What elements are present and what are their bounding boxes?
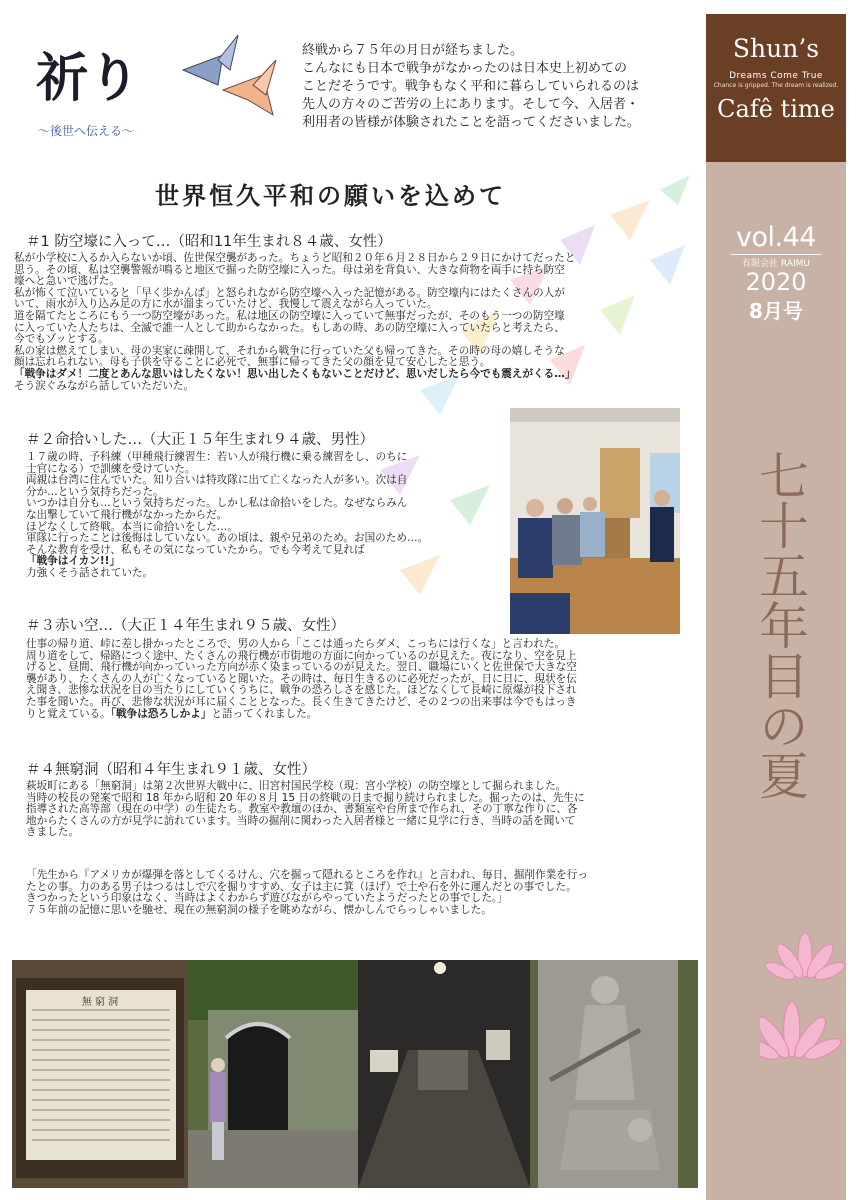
origami-crane-icon [178, 30, 283, 120]
issue-info [706, 222, 846, 324]
section-3-text-main: 仕事の帰り道、峠に差し掛かったところで、男の人から「ここは通ったらダメ、こっちには行くな」と言われた。 周り道をして、帰路につく途中、たくさんの飛行機が市街地の方面に向かっているのが見えた。夜になり、空を見上 げると、昼間、飛行機が向かっていった方向が赤く染まっているのが見えた。翌日、職場にいくと佐世保で大きな空 襲があり、たくさんの人が亡くなっていると聞いた。その時は、毎日生きるのに必死だったが、日に日に、現状を伝 え聞き、悲惨な状況を目の当たりにしていくうちに、戦争の恐ろしさを感じた。ほどなくして長崎に原爆が投下され た事を聞いた。再び、悲惨な状況が耳に届くこととなった。長く生きてきたけど、その２つの出来事は今でもはっき りと覚えている。 [26, 638, 577, 720]
lotus-flower-icon [760, 925, 850, 1085]
section-3-quote: 「戦争は恐ろしかよ」 [110, 707, 212, 720]
vertical-title: 七十五年目の夏 [751, 450, 809, 800]
section-1-title: ＃1 防空壕に入って…（昭和11年生まれ８４歳、女性） [26, 234, 392, 250]
cave-entrance-illustration [188, 960, 358, 1188]
section-2-body [26, 452, 516, 580]
brand-subtagline: Chance is gripped. The dream is realized. [713, 82, 839, 89]
sign-title: 無 窮 洞 [81, 997, 119, 1008]
section-2-title: ＃２命拾いした…（大正１５年生まれ９４歳、男性） [26, 432, 374, 448]
brand-box [706, 14, 846, 162]
issue-year: 2020 [745, 268, 807, 296]
cave-interior-photo [358, 960, 530, 1188]
section-1-text: 私が小学校に入るか入らないか頃、佐世保空襲があった。ちょうど昭和２０年６月２８日から２９日にかけてだったと 思う。その頃、私は空襲警報が鳴ると地区で掘った防空壕に入った。母は弟を背負い、大きな荷物を両手に持ち防空 壕へと急いで逃げた。 私が怖くて泣いていると「早く歩かんば」と怒られながら防空壕へ入った記憶がある。防空壕内にはたくさんの人が いて、雨水が入り込み足の方に水が溜まっていたけど、我慢して震えながら入っていた。 道を隔てたところにもう一つ防空壕があった。私は地区の防空壕に入っていて無事だったが、そのもう一つの防空壕 に入っていた人たちは、全滅で誰一人として助からなかった。もしあの時、あの防空壕に入っていたらと考えたら、 今でもゾッとする。 私の家は燃えてしまい、母の実家に疎開して、それから戦争に行っていた父も帰ってきた。その時の母の嬉しそうな 顔は忘れられない。母も子供を守ることに必死で、無事に帰ってきた父の顔を見て安心したと思う。 [14, 252, 576, 369]
headline: 世界恒久平和の願いを込めて [155, 182, 506, 210]
issue-vol: vol.44 [736, 222, 816, 253]
section-2-quote: 「戦争はイカン!!」 [26, 555, 121, 568]
section-2-text: １７歳の時、予科練（甲種飛行練習生：若い人が飛行機に乗る練習をし、のちに 士官になる）で訓練を受けていた。 両親は台湾に住んでいた。知り合いは特攻隊に出て亡くなった人が多い。次は自 分か…という気持ちだった。 いつかは自分も…という気持ちだった。しかし私は命拾いをした。なぜならみん な出撃していて飛行機がなかったからだ。 ほどなくして終戦。本当に命拾いをした…。 軍隊に行ったことは後悔はしていない。あの頃は、親や兄弟のため。お国のため…。 そんな教育を受け、私もその気になっていたから。でも今考えて見れば [26, 451, 429, 556]
brand-tagline: Dreams Come True [729, 71, 823, 81]
issue-month: 8月号 [749, 299, 803, 323]
section-4-title: ＃４無窮洞（昭和４年生まれ９１歳、女性） [26, 762, 316, 778]
intro-text: 終戦から７５年の月日が経ちました。 こんなにも日本で戦争がなかったのは日本史上初めての ことだそうです。戦争もなく平和に暮らしていられるのは 先人の方々のご苦労の上にあります。そして今、入居者・ 利用者の皆様が体験されたことを語ってくださいました。 [302, 43, 641, 130]
residents-room-photo [510, 408, 680, 634]
section-1-quote: 「戦争はダメ！二度とあんな思いはしたくない！思い出したくもないことだけど、思いだしたら今でも震えがくる…」 [14, 367, 576, 380]
section-3-body [26, 639, 706, 720]
section-4-recollection [26, 870, 706, 916]
section-2-after: 力強くそう話されていた。 [26, 566, 154, 579]
issue-company: 有限会社 RAIMU [731, 254, 821, 269]
cave-entrance-photo [188, 960, 358, 1188]
brand-name: Shun’s [732, 34, 820, 63]
statue-photo [530, 960, 698, 1188]
section-1-after: そう涙ぐみながら話していただいた。 [14, 379, 195, 392]
section-4-body [26, 781, 706, 839]
residents-room-illustration [510, 408, 680, 634]
logo-text: 祈り [36, 48, 141, 109]
section-3-title: ＃３赤い空…（大正１４年生まれ９５歳、女性） [26, 618, 345, 634]
section-1-body [14, 253, 704, 392]
section-3-text [26, 639, 706, 720]
section-3-after: と語ってくれました。 [211, 707, 318, 720]
statue-illustration [530, 960, 698, 1188]
cave-interior-illustration [358, 960, 530, 1188]
brand-cafe: Cafê time [717, 95, 835, 123]
mukyudo-sign-photo [12, 960, 188, 1188]
logo-subtitle: ～後世へ伝える～ [38, 124, 135, 138]
section-4-text: 萩坂町にある「無窮洞」は第２次世界大戦中に、旧宮村国民学校（現：宮小学校）の防空壕として掘られました。 当時の校長の発案で昭和 18 年から昭和 20 年の８月 15 日の終戦の日まで掘り続けられました。掘ったのは、先生に 指導された高等部（現在の中学）の生徒たち。教室や教壇のほか、書類室や台所まで作られ、その丁寧な作りに、各 地からたくさんの方が見学に訪れています。当時の掘削に関わった入居者様と一緒に見学に行き、当時の話を聞いて きました。 [26, 780, 585, 839]
section-4-quote: 「先生から『アメリカが爆弾を落としてくるけん、穴を掘って隠れるところを作れ』と言われ、毎日、掘削作業を行っ たとの事。力のある男子はつるはしで穴を掘りすすめ、女子は主に箕（ほげ）で土や石を外に運んだとの事でした。 きつかったという印象はなく、当時はよくわからず遊びながらやっていたようだったとの事でした。」 ７５年前の記憶に思いを馳せ、現在の無窮洞の様子を眺めながら、懐かしんでらっしゃいました。 [26, 869, 588, 916]
